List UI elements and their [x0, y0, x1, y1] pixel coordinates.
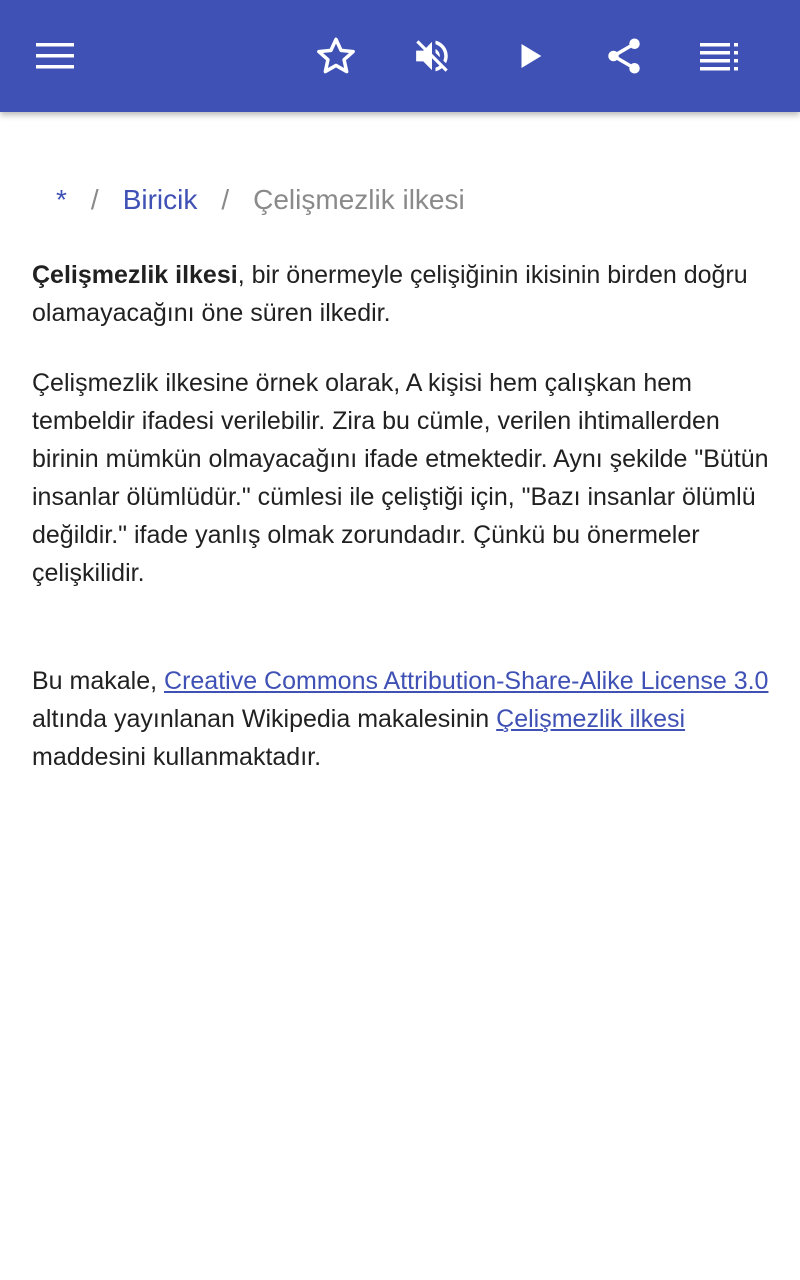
hamburger-menu-icon [36, 41, 76, 71]
article-term: Çelişmezlik ilkesi [32, 261, 238, 289]
play-button[interactable] [490, 16, 570, 96]
license-suffix: maddesini kullanmaktadır. [32, 743, 322, 771]
breadcrumb-root[interactable]: * [56, 184, 67, 215]
share-button[interactable] [584, 16, 664, 96]
breadcrumb-current: Çelişmezlik ilkesi [253, 184, 465, 215]
star-outline-icon [315, 35, 357, 77]
license-prefix: Bu makale, [32, 667, 165, 695]
breadcrumb-separator: / [221, 184, 230, 215]
license-link[interactable]: Creative Commons Attribution-Share-Alike License 3.0 [164, 667, 769, 695]
intro-paragraph [32, 256, 772, 332]
intro-text: , bir önermeyle çelişiğinin ikisinin birden doğru olamayacağını öne süren ilkedir. [32, 261, 748, 327]
breadcrumb [56, 180, 465, 220]
play-icon [513, 39, 547, 73]
favorite-button[interactable] [296, 16, 376, 96]
breadcrumb-parent[interactable]: Biricik [122, 184, 198, 215]
wikipedia-article-link[interactable]: Çelişmezlik ilkesi [496, 705, 686, 733]
volume-off-icon [411, 35, 453, 77]
app-toolbar [0, 0, 800, 112]
menu-button[interactable] [16, 16, 96, 96]
mute-button[interactable] [392, 16, 472, 96]
license-paragraph [32, 662, 772, 776]
share-icon [603, 35, 645, 77]
list-icon [700, 41, 740, 71]
toc-button[interactable] [680, 16, 760, 96]
example-paragraph: Çelişmezlik ilkesine örnek olarak, A kişisi hem çalışkan hem tembeldir ifadesi verilebilir. Zira bu cümle, verilen ihtimallerden birinin mümkün olmayacağını ifade etmektedir. Aynı şekilde "Bütün insanlar ölümlüdür." cümlesi ile çeliştiği için, "Bazı insanlar ölümlü değildir." ifade yanlış olmak zorundadır. Çünkü bu önermeler çelişkilidir. [32, 369, 769, 587]
license-middle: altında yayınlanan Wikipedia makalesinin [32, 705, 497, 733]
breadcrumb-separator: / [90, 184, 99, 215]
